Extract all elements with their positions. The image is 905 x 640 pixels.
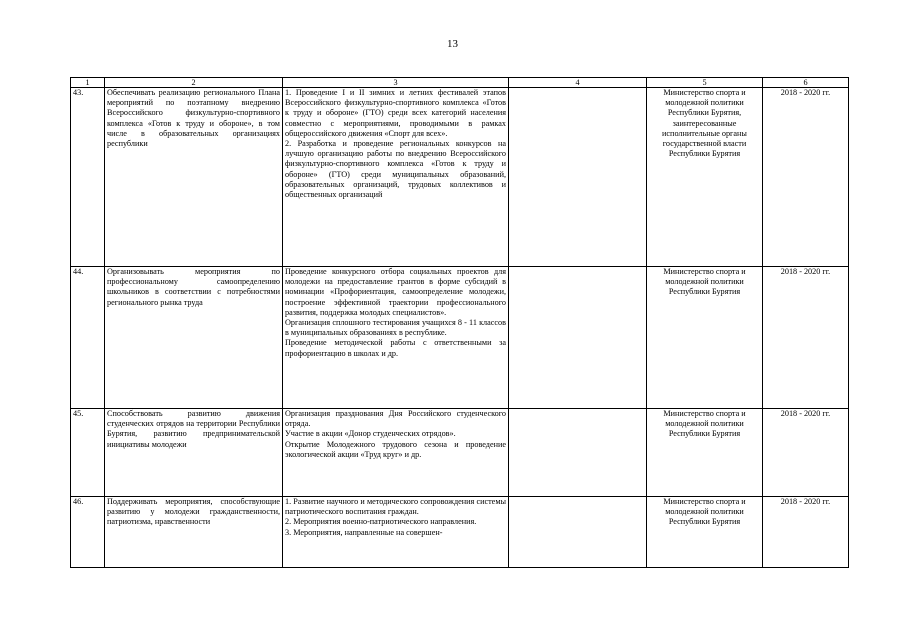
task-cell: Организовывать мероприятия по профессиональному самоопределению школьников в соответствии с потребностями регионального рынка труда [105,267,283,409]
activity-item: 1. Развитие научного и методического сопровождения системы патриотического воспитания граждан. [285,497,506,517]
responsible-cell: Министерство спорта и молодежной политики Республики Бурятия, заинтересованные исполнительные органы государственной власти Республики Бурятия [647,88,763,267]
task-cell: Поддерживать мероприятия, способствующие развитию у молодежи гражданственности, патриотизма, нравственности [105,497,283,568]
activity-item: 1. Проведение I и II зимних и летних фестивалей этапов Всероссийского физкультурно-спортивного комплекса «Готов к труду и обороне» (ГТО) среди всех категорий населения совместно с мероприятиями, проводимыми в рамках общероссийского движения «Спорт для всех». [285,88,506,138]
table-row [71,409,849,497]
activity-item: Участие в акции «Донор студенческих отрядов». [285,429,456,439]
empty-cell [509,409,647,497]
column-header: 3 [283,78,509,88]
term-cell: 2018 - 2020 гг. [763,88,849,267]
task-cell: Способствовать развитию движения студенческих отрядов на территории Республики Бурятия, развитию предпринимательской инициативы молодежи [105,409,283,497]
task-cell: Обеспечивать реализацию регионального Плана мероприятий по поэтапному внедрению Всероссийского физкультурно-спортивного комплекса «Готов к труду и обороне», в том числе в образовательных организациях республики [105,88,283,267]
responsible-cell: Министерство спорта и молодежной политики Республики Бурятия [647,409,763,497]
row-number: 46. [71,497,105,568]
activities-cell [283,497,509,568]
row-number: 43. [71,88,105,267]
column-header: 2 [105,78,283,88]
activity-item: Открытие Молодежного трудового сезона и проведение экологической акции «Труд круг» и др. [285,439,506,459]
column-header: 5 [647,78,763,88]
empty-cell [509,88,647,267]
term-cell: 2018 - 2020 гг. [763,497,849,568]
page-number: 13 [447,38,458,50]
measures-table [70,77,849,568]
activity-item: Организация сплошного тестирования учащихся 8 - 11 классов в муниципальных образованиях в республике. [285,318,506,338]
responsible-cell: Министерство спорта и молодежной политики Республики Бурятия [647,267,763,409]
activity-item: 2. Мероприятия военно-патриотического направления. [285,517,477,527]
activity-item: 3. Мероприятия, направленные на совершен- [285,527,443,537]
empty-cell [509,497,647,568]
row-number: 45. [71,409,105,497]
empty-cell [509,267,647,409]
activities-cell [283,409,509,497]
column-header: 1 [71,78,105,88]
activity-item: Организация празднования Дня Российского студенческого отряда. [285,409,506,429]
activity-item: 2. Разработка и проведение региональных конкурсов на лучшую организацию работы по внедрению Всероссийского физкультурно-спортивного комплекса «Готов к труду и обороне» (ГТО) среди муниципальных образований, образовательных организаций, трудовых коллективов и общественных организаций [285,139,506,200]
table-row [71,267,849,409]
responsible-cell: Министерство спорта и молодежной политики Республики Бурятия [647,497,763,568]
table-row [71,497,849,568]
activities-cell [283,88,509,267]
activity-item: Проведение конкурсного отбора социальных проектов для молодежи на предоставление грантов в форме субсидий в номинации «Профориентация, самоопределение молодежи, построение эффективной траектории профессионального развития, поддержка молодых специалистов». [285,267,506,317]
activity-item: Проведение методической работы с ответственными за профориентацию в школах и др. [285,338,506,358]
table-row [71,88,849,267]
activities-cell [283,267,509,409]
term-cell: 2018 - 2020 гг. [763,267,849,409]
column-header: 6 [763,78,849,88]
row-number: 44. [71,267,105,409]
term-cell: 2018 - 2020 гг. [763,409,849,497]
table-header-row [71,78,849,88]
column-header: 4 [509,78,647,88]
